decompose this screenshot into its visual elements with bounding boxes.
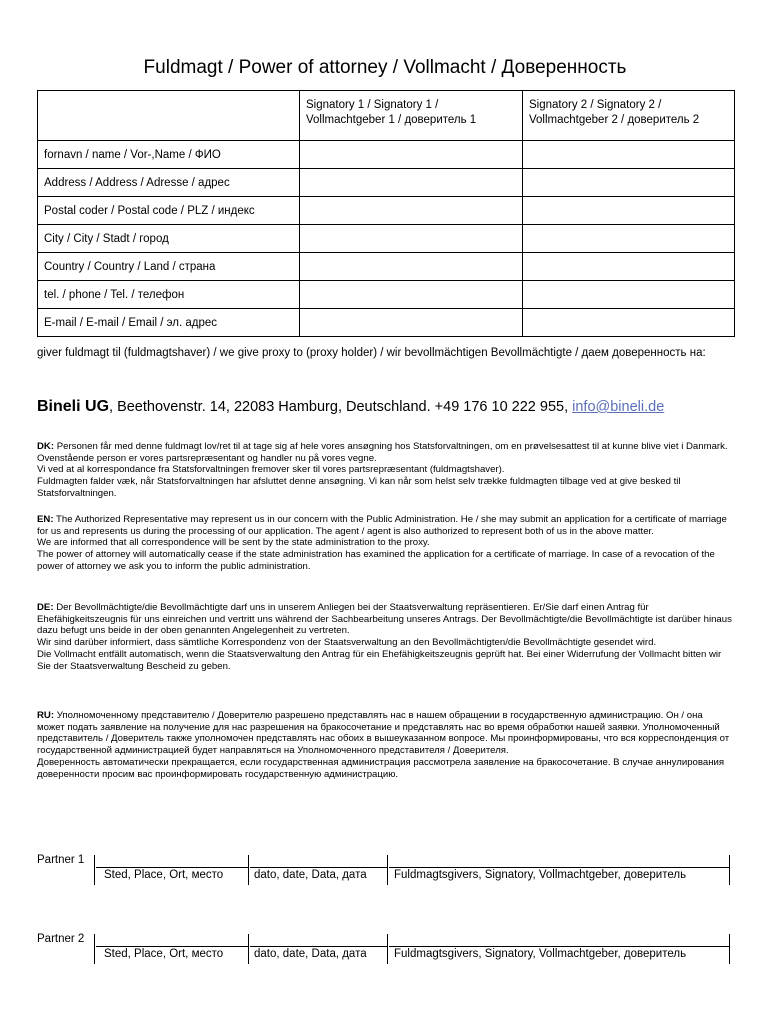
divider	[248, 855, 249, 885]
table-header-row	[38, 91, 735, 141]
paragraph-text: The Authorized Representative may represent us in our concern with the Public Administration. He / she may submit an application for a certificate of marriage for us and represents us during the processing of our application. The agent / agent is also authorized to represent both of us in the above matter. We are informed that all correspondence will be sent by the state administration to the proxy. The power of attorney will automatically cease if the state administration has examined the application for a certificate of marriage. In case of a revocation of the power of attorney we ask you to inform the public administration.	[37, 514, 727, 572]
table-header-signatory-1: Signatory 1 / Signatory 1 / Vollmachtgeber 1 / доверитель 1	[300, 91, 523, 141]
paragraph-ru	[37, 710, 733, 780]
paragraph-label: DE:	[37, 602, 54, 613]
company-email-link[interactable]: info@bineli.de	[572, 399, 665, 415]
partner-1-date-caption: dato, date, Data, дата	[254, 869, 367, 881]
signatory-1-city-field[interactable]	[300, 225, 523, 253]
signatory-1-postal-code-field[interactable]	[300, 197, 523, 225]
proxy-holder	[37, 398, 757, 416]
table-header-empty	[38, 91, 300, 141]
partner-2-signatory-caption: Fuldmagtsgivers, Signatory, Vollmachtgeber, доверитель	[394, 948, 687, 960]
row-label-postal-code: Postal coder / Postal code / PLZ / индекс	[38, 197, 300, 225]
paragraph-text: Уполномоченному представителю / Доверителю разрешено представлять нас в нашем обращении в государственную администрацию. Он / она может подать заявление на получение для нас разрешения на бракосочетание и представлять нас во время обработки нашей заявки. Уполномоченный представитель / Доверитель также уполномочен представлять нас обоих в вышеуказанном вопросе. Мы проинформированы, что вся корреспонденция от государственной администрацией будет направляться на Уполномоченного представителя / Доверителя. Доверенность автоматически прекращается, если государственная администрация рассмотрела заявление на бракосочетание. В случае аннулирования доверенности просим вас проинформировать государственную администрацию.	[37, 710, 730, 780]
company-address: , Beethovenstr. 14, 22083 Hamburg, Deutschland. +49 176 10 222 955,	[109, 399, 573, 415]
signatory-1-address-field[interactable]	[300, 169, 523, 197]
partner-1-date-line[interactable]	[250, 867, 387, 868]
row-label-phone: tel. / phone / Tel. / телефон	[38, 281, 300, 309]
partner-2-date-line[interactable]	[250, 946, 387, 947]
signatory-table	[37, 90, 735, 337]
table-row	[38, 309, 735, 337]
divider	[729, 855, 730, 885]
company-name: Bineli UG	[37, 398, 110, 415]
row-label-country: Country / Country / Land / страна	[38, 253, 300, 281]
table-row	[38, 281, 735, 309]
row-label-email: E-mail / E-mail / Email / эл. адрес	[38, 309, 300, 337]
table-row	[38, 197, 735, 225]
paragraph-label: RU:	[37, 710, 55, 721]
row-label-name: fornavn / name / Vor-,Name / ФИО	[38, 141, 300, 169]
table-row	[38, 169, 735, 197]
table-row	[38, 141, 735, 169]
paragraph-text: Der Bevollmächtigte/die Bevollmächtigte darf uns in unserem Anliegen bei der Staatsverwaltung repräsentieren. Er/Sie darf einen Antrag für Ehefähigkeitszeugnis für uns einreichen und vertritt uns während der Sachbearbeitung unseres Antrags. Der Bevollmächtigte/die Bevollmächtigte ist darüber hinaus dazu befugt uns beide in der oben genannten Angelegenheit zu vertreten. Wir sind darüber informiert, dass sämtliche Korrespondenz von der Staatsverwaltung an den Bevollmächtigten/die Bevollmächtigte gesendet wird. Die Vollmacht entfällt automatisch, wenn die Staatsverwaltung den Antrag für ein Ehefähigkeitszeugnis geprüft hat. Bei einer Widerrufung der Vollmacht bitten wir Sie der Staatsverwaltung Bescheid zu geben.	[37, 602, 732, 672]
divider	[94, 934, 95, 964]
partner-1-place-line[interactable]	[96, 867, 248, 868]
divider	[248, 934, 249, 964]
table-row	[38, 225, 735, 253]
signatory-2-phone-field[interactable]	[523, 281, 735, 309]
paragraph-label: DK:	[37, 441, 55, 452]
page-title: Fuldmagt / Power of attorney / Vollmacht / Доверенность	[143, 57, 627, 78]
table-row	[38, 253, 735, 281]
partner-1-label: Partner 1	[37, 854, 85, 866]
divider	[387, 855, 388, 885]
signatory-2-postal-code-field[interactable]	[523, 197, 735, 225]
signatory-2-city-field[interactable]	[523, 225, 735, 253]
partner-1-place-caption: Sted, Place, Ort, место	[104, 869, 224, 881]
signatory-2-country-field[interactable]	[523, 253, 735, 281]
partner-1-signature-line[interactable]	[389, 867, 729, 868]
signatory-2-address-field[interactable]	[523, 169, 735, 197]
paragraph-de	[37, 602, 733, 672]
signatory-2-email-field[interactable]	[523, 309, 735, 337]
row-label-city: City / City / Stadt / город	[38, 225, 300, 253]
signatory-2-name-field[interactable]	[523, 141, 735, 169]
proxy-statement: giver fuldmagt til (fuldmagtshaver) / we give proxy to (proxy holder) / wir bevollmächtigen Bevollmächtigte / даем доверенность на:	[37, 347, 706, 359]
partner-2-signature-line[interactable]	[389, 946, 729, 947]
paragraph-dk	[37, 441, 733, 500]
divider	[729, 934, 730, 964]
partner-2-place-line[interactable]	[96, 946, 248, 947]
row-label-address: Address / Address / Adresse / адрес	[38, 169, 300, 197]
paragraph-en	[37, 514, 733, 573]
partner-1-signatory-caption: Fuldmagtsgivers, Signatory, Vollmachtgeber, доверитель	[394, 869, 687, 881]
paragraph-label: EN:	[37, 514, 54, 525]
paragraph-text: Personen får med denne fuldmagt lov/ret til at tage sig af hele vores ansøgning hos Statsforvaltningen, om en prøvelsesattest til at kunne blive viet i Danmark. Ovenstående person er vores partsrepræsentant og handler nu på vores vegne. Vi ved at al korrespondance fra Statsforvaltningen fremover sker til vores partsrepræsentant (fuldmagtshaver). Fuldmagten falder væk, når Statsforvaltningen har afsluttet denne ansøgning. Vi kan når som helst selv trække fuldmagten tilbage ved at give besked til Statsforvaltningen.	[37, 441, 728, 499]
partner-2-date-caption: dato, date, Data, дата	[254, 948, 367, 960]
table-header-signatory-2: Signatory 2 / Signatory 2 / Vollmachtgeber 2 / доверитель 2	[523, 91, 735, 141]
partner-2-place-caption: Sted, Place, Ort, место	[104, 948, 224, 960]
signatory-1-email-field[interactable]	[300, 309, 523, 337]
divider	[94, 855, 95, 885]
signatory-1-name-field[interactable]	[300, 141, 523, 169]
divider	[387, 934, 388, 964]
signatory-1-country-field[interactable]	[300, 253, 523, 281]
partner-2-label: Partner 2	[37, 933, 85, 945]
signatory-1-phone-field[interactable]	[300, 281, 523, 309]
